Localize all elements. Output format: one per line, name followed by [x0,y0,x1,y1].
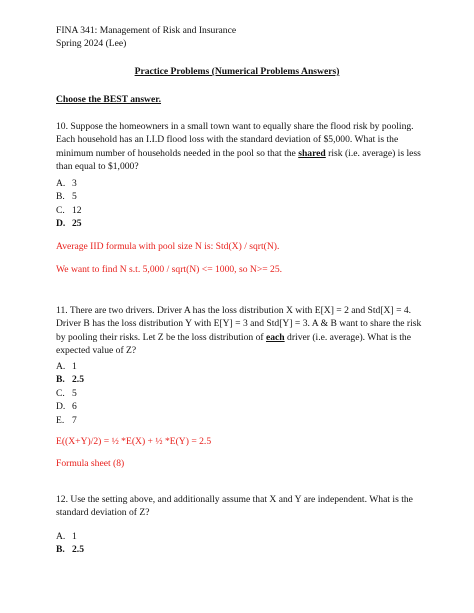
course-term: Spring 2024 (Lee) [56,38,127,49]
option-value: 1 [72,531,77,542]
option-letter: B. [56,374,65,386]
question-10-text-part1: 10. Suppose the homeowners in a small town want to equally share the flood risk by pooling. Each household has an I.I.D flood loss with the standard deviation of $5,000. What is the minimum number of households needed in the pool so that the [56,121,414,159]
question-12-options [56,530,426,557]
option-letter: D. [56,401,66,413]
question-10-options [56,177,426,231]
question-10-text-part2: risk (i.e. average) is less than equal to $1,000? [56,147,421,173]
question-11-answer-reference: Formula sheet (8) [56,458,125,469]
option-letter: B. [56,191,65,203]
option-item-correct [56,373,426,386]
option-value: 12 [72,204,82,216]
option-value: 2.5 [72,374,84,386]
option-item [56,387,426,400]
question-10-answer-solution: We want to find N s.t. 5,000 / sqrt(N) <= 1000, so N>= 25. [56,264,283,275]
option-item-correct [56,543,426,556]
option-item [56,530,426,543]
option-value: 7 [72,414,77,426]
instruction: Choose the BEST answer. [56,94,162,105]
option-letter: D. [56,218,66,230]
question-11-text-part2: driver (i.e. average). What is the expected value of Z? [56,331,411,357]
option-letter: A. [56,361,66,372]
option-value: 25 [72,218,82,230]
question-11-answer-formula: E((X+Y)/2) = ½ *E(X) + ½ *E(Y) = 2.5 [56,436,212,447]
option-item [56,204,426,217]
question-12-text: 12. Use the setting above, and additionally assume that X and Y are independent. What is the standard deviation of Z? [56,494,413,519]
question-11-text [56,304,426,358]
question-10-emphasis: shared [298,147,326,159]
option-value: 2.5 [72,544,84,556]
option-item [56,190,426,203]
course-title: FINA 341: Management of Risk and Insurance [56,25,237,36]
option-item [56,400,426,413]
option-letter: A. [56,178,66,189]
option-value: 1 [72,361,77,372]
option-letter: E. [56,414,65,426]
option-value: 5 [72,387,77,399]
option-letter: C. [56,204,65,216]
option-value: 6 [72,401,77,413]
option-item-correct [56,217,426,230]
question-10-text [56,120,426,174]
question-11-text-part1: 11. There are two drivers. Driver A has the loss distribution X with E[X] = 2 and Std[X] = 4. Driver B has the loss distribution Y with E[Y] = 3 and Std[Y] = 3. A & B want to share the risk by pooling their risks. Let Z be the loss distribution of [56,305,422,343]
option-item [56,177,426,190]
page-title: Practice Problems (Numerical Problems Answers) [134,66,340,77]
question-10-answer-formula: Average IID formula with pool size N is: Std(X) / sqrt(N). [56,241,280,252]
option-letter: A. [56,531,66,542]
option-letter: B. [56,544,65,556]
option-letter: C. [56,387,65,399]
question-11-emphasis: each [265,331,285,343]
option-item [56,360,426,373]
question-11-options [56,360,426,427]
option-value: 3 [72,178,77,189]
option-item [56,414,426,427]
option-value: 5 [72,191,77,203]
